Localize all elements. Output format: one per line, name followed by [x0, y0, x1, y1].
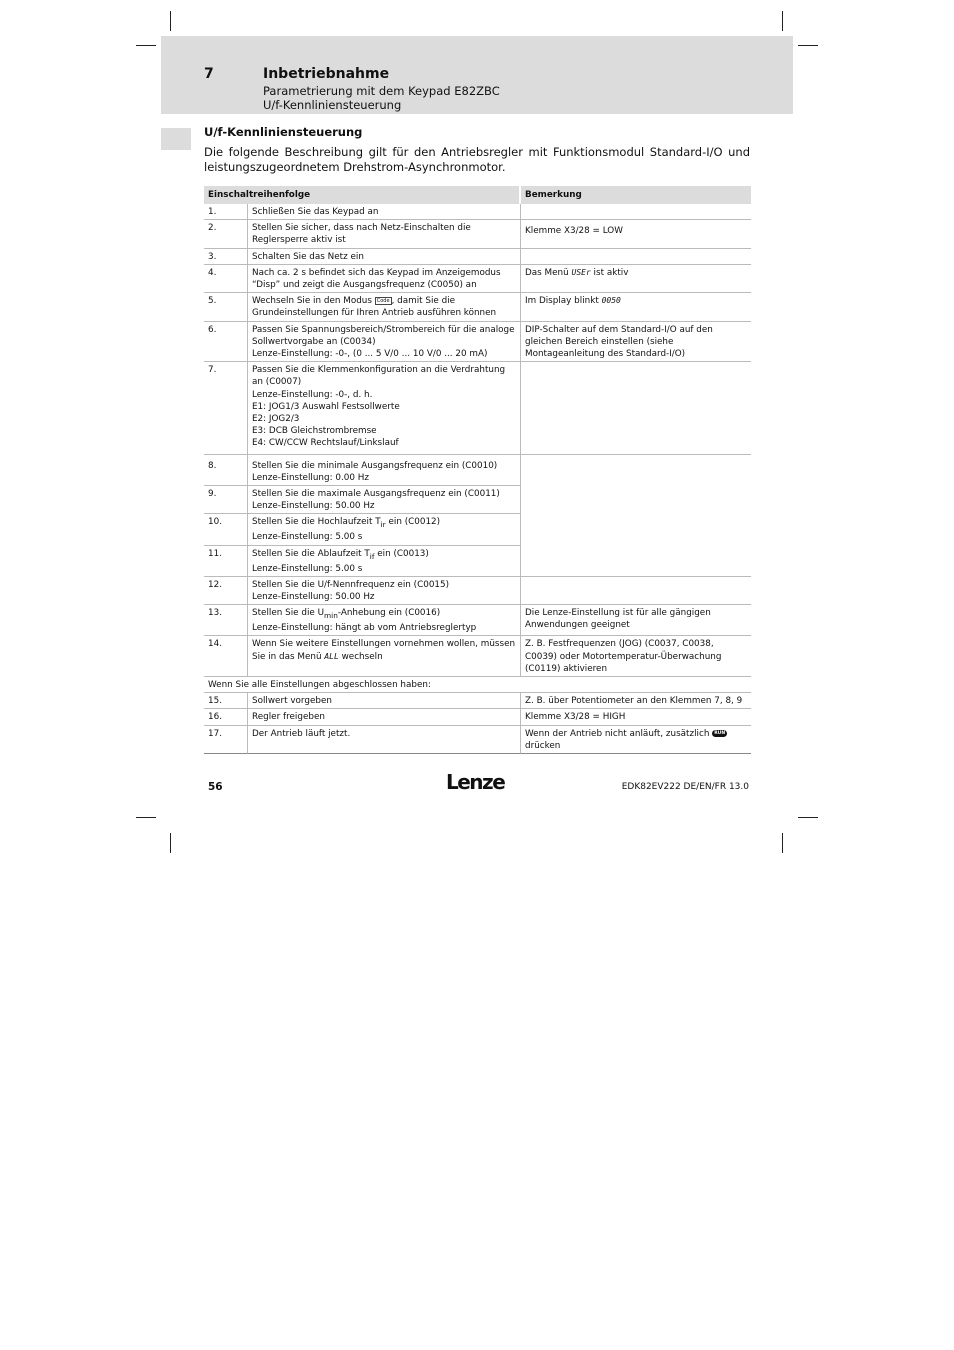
step-text: Nach ca. 2 s befindet sich das Keypad im Anzeigemodus “Disp” und zeigt die Ausgangsfrequenz (C0050) an: [248, 265, 521, 293]
subscript: ir: [380, 520, 386, 530]
step-text: Schließen Sie das Keypad an: [248, 204, 521, 220]
step-line: Lenze-Einstellung: hängt ab vom Antriebsreglertyp: [252, 623, 477, 634]
step-line: Stellen Sie die U/f-Nennfrequenz ein (C0015): [252, 579, 450, 590]
table-row: [204, 693, 751, 709]
step-text: [248, 636, 521, 677]
intro-paragraph: Die folgende Beschreibung gilt für den Antriebsregler mit Funktionsmodul Standard-I/O und leistungszugeordnetem Drehstrom-Asynchronmotor.: [204, 145, 750, 174]
table-row: [204, 362, 751, 454]
table-row: [204, 636, 751, 677]
step-line: E1: JOG1/3 Auswahl Festsollwerte: [252, 401, 400, 412]
table-row: [204, 455, 751, 486]
display-code: USEr: [571, 267, 591, 277]
chapter-number: 7: [204, 66, 214, 82]
step-line: Lenze-Einstellung: 50.00 Hz: [252, 591, 375, 602]
step-text-part: -Anhebung ein (C0016): [337, 608, 441, 619]
step-line: E4: CW/CCW Rechtslauf/Linkslauf: [252, 438, 399, 449]
note-text: Das Menü: [525, 267, 572, 278]
step-number: 4.: [204, 265, 248, 293]
step-line: Stellen Sie die maximale Ausgangsfrequenz ein (C0011): [252, 489, 500, 500]
step-line: [252, 516, 516, 531]
step-text-part: wechseln: [338, 651, 383, 662]
step-text: Regler freigeben: [248, 709, 521, 725]
step-line: Stellen Sie die minimale Ausgangsfrequenz ein (C0010): [252, 460, 498, 471]
table-row: [204, 726, 751, 754]
step-number: 10.: [204, 514, 248, 545]
step-text: [248, 293, 521, 321]
crop-mark: [136, 45, 156, 46]
step-line: Lenze-Einstellung: -0-, (0 ... 5 V/0 ... 10 V/0 ... 20 mA): [252, 349, 488, 360]
step-note: [521, 455, 751, 577]
step-text-part: Stellen Sie die Ablaufzeit T: [252, 548, 370, 559]
step-line: Lenze-Einstellung: 50.00 Hz: [252, 501, 375, 512]
crop-mark: [798, 817, 818, 818]
step-note: Klemme X3/28 = LOW: [521, 220, 751, 248]
step-line: Lenze-Einstellung: 0.00 Hz: [252, 472, 369, 483]
note-text: Wenn der Antrieb nicht anläuft, zusätzlich: [525, 728, 713, 739]
subscript: min: [324, 610, 338, 620]
step-line: Lenze-Einstellung: 5.00 s: [252, 563, 363, 574]
step-note: [521, 577, 751, 605]
crop-mark: [170, 833, 171, 853]
step-number: 7.: [204, 362, 248, 454]
step-number: 16.: [204, 709, 248, 725]
step-text: [248, 577, 521, 605]
step-text: Stellen Sie sicher, dass nach Netz-Einschalten die Reglersperre aktiv ist: [248, 220, 521, 248]
header-band: [161, 36, 793, 114]
subscript: if: [369, 551, 375, 561]
step-number: 13.: [204, 605, 248, 636]
table-header-row: [204, 186, 751, 204]
step-text: Der Antrieb läuft jetzt.: [248, 726, 521, 754]
table-row: [204, 220, 751, 248]
section-title: U/f-Kennliniensteuerung: [204, 125, 363, 139]
step-number: 1.: [204, 204, 248, 220]
column-header-step: Einschaltreihenfolge: [204, 186, 521, 204]
page-number: 56: [208, 781, 223, 793]
step-text-part: ein (C0013): [374, 548, 429, 559]
step-line: Lenze-Einstellung: 5.00 s: [252, 532, 363, 543]
lenze-logo: Lenze: [446, 770, 505, 794]
step-note: [521, 726, 751, 754]
step-number: 5.: [204, 293, 248, 321]
step-text-part: Stellen Sie die Hochlaufzeit T: [252, 517, 381, 528]
document-id: EDK82EV222 DE/EN/FR 13.0: [621, 782, 749, 792]
step-text: [248, 455, 521, 486]
step-number: 9.: [204, 486, 248, 514]
crop-mark: [798, 45, 818, 46]
step-note: [521, 249, 751, 265]
step-number: 17.: [204, 726, 248, 754]
table-row: [204, 204, 751, 220]
note-text: Im Display blinkt: [525, 296, 602, 307]
step-note: Z. B. über Potentiometer an den Klemmen 7, 8, 9: [521, 693, 751, 709]
startup-table: [204, 186, 751, 754]
table-row: [204, 265, 751, 293]
step-note: Z. B. Festfrequenzen (JOG) (C0037, C0038, C0039) oder Motortemperatur-Überwachung (C0119) aktivieren: [521, 636, 751, 677]
step-text-part: Wenn Sie weitere Einstellungen vornehmen wollen, müssen Sie in das Menü: [252, 639, 516, 662]
table-row: [204, 293, 751, 321]
step-text-part: ein (C0012): [385, 517, 441, 528]
step-note: Die Lenze-Einstellung ist für alle gängigen Anwendungen geeignet: [521, 605, 751, 636]
table-row: [204, 322, 751, 363]
step-number: 6.: [204, 322, 248, 363]
step-note: Klemme X3/28 = HIGH: [521, 709, 751, 725]
table-row: [204, 677, 751, 693]
step-text: [248, 486, 521, 514]
step-number: 2.: [204, 220, 248, 248]
step-number: 8.: [204, 455, 248, 486]
step-number: 11.: [204, 546, 248, 577]
chapter-subtitle: Parametrierung mit dem Keypad E82ZBC: [263, 84, 500, 98]
step-number: 14.: [204, 636, 248, 677]
step-text-part: Wechseln Sie in den Modus: [252, 296, 375, 307]
margin-tab: [161, 128, 191, 150]
table-subheading: Wenn Sie alle Einstellungen abgeschlossen haben:: [204, 677, 751, 693]
step-note: DIP-Schalter auf dem Standard-I/O auf den gleichen Bereich einstellen (siehe Montageanleitung des Standard-I/O): [521, 322, 751, 363]
crop-mark: [782, 833, 783, 853]
step-note: [521, 265, 751, 293]
step-line: [252, 607, 516, 622]
step-note: [521, 362, 751, 454]
step-text: Sollwert vorgeben: [248, 693, 521, 709]
step-line: Passen Sie Spannungsbereich/Strombereich für die analoge Sollwertvorgabe an (C0034): [252, 324, 515, 347]
table-row: [204, 249, 751, 265]
step-number: 12.: [204, 577, 248, 605]
note-text: drücken: [525, 740, 561, 751]
crop-mark: [170, 11, 171, 31]
step-number: 15.: [204, 693, 248, 709]
code-key-icon: Code: [376, 297, 390, 304]
step-text: [248, 546, 521, 577]
step-text-part: Stellen Sie die U: [252, 608, 325, 619]
chapter-subtitle: U/f-Kennliniensteuerung: [263, 98, 402, 112]
step-text: [248, 514, 521, 545]
step-text: [248, 605, 521, 636]
step-number: 3.: [204, 249, 248, 265]
table-row: [204, 709, 751, 725]
table-row: [204, 605, 751, 636]
step-line: E3: DCB Gleichstrombremse: [252, 426, 377, 437]
display-code: 0050: [601, 296, 621, 306]
crop-mark: [136, 817, 156, 818]
note-text: ist aktiv: [590, 267, 629, 278]
step-text: [248, 362, 521, 454]
run-key-icon: RUN: [714, 730, 726, 736]
display-code: ALL: [324, 651, 339, 661]
step-line: Lenze-Einstellung: -0-, d. h.: [252, 389, 373, 400]
step-note: [521, 293, 751, 321]
column-header-note: Bemerkung: [521, 186, 751, 204]
step-text-part: , damit Sie die Grundeinstellungen für Ihren Antrieb ausführen können: [252, 296, 497, 319]
chapter-title: Inbetriebnahme: [263, 66, 390, 82]
table-row: [204, 577, 751, 605]
step-line: [252, 548, 516, 563]
step-line: E2: JOG2/3: [252, 414, 300, 425]
crop-mark: [782, 11, 783, 31]
step-text: [248, 322, 521, 363]
step-text: Schalten Sie das Netz ein: [248, 249, 521, 265]
step-line: Passen Sie die Klemmenkonfiguration an die Verdrahtung an (C0007): [252, 365, 506, 388]
step-note: [521, 204, 751, 220]
